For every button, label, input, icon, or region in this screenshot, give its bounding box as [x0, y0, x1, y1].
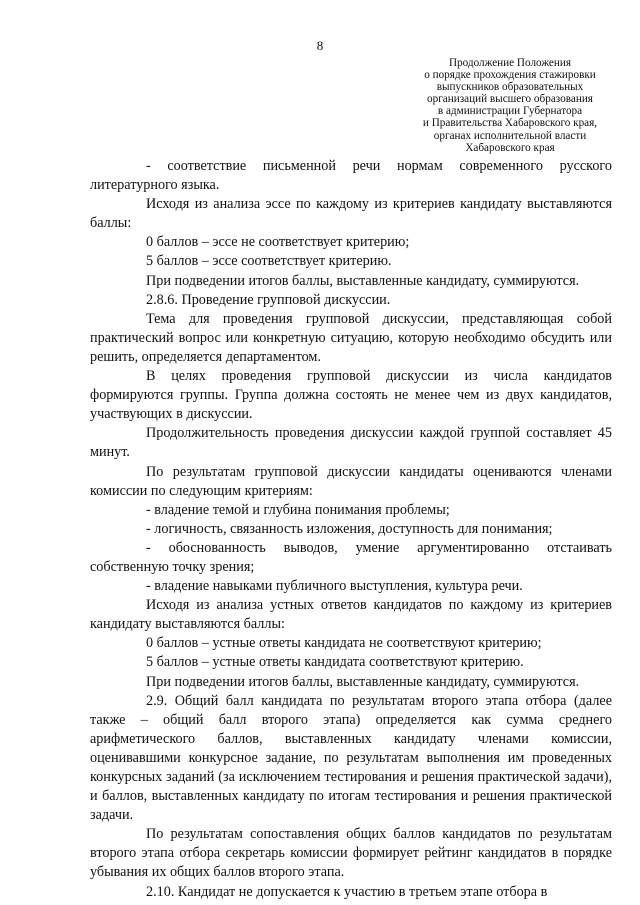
header-line: органах исполнительной власти — [433, 129, 587, 142]
criterion-item: - логичность, связанность изложения, доступность для понимания; — [146, 520, 553, 537]
paragraph: При подведении итогов баллы, выставленные кандидату, суммируются. — [146, 673, 580, 690]
criterion-item: - владение темой и глубина понимания проблемы; — [146, 501, 450, 518]
header-line: выпускников образовательных — [436, 81, 584, 94]
regulation-header — [390, 57, 630, 154]
header-line: Продолжение Положения — [448, 57, 572, 69]
paragraph: Тема для проведения групповой дискуссии, представляющая собой практический вопрос или конкретную ситуацию, которую необходимо обсудить или решить, определяется департаментом. — [90, 310, 612, 365]
criterion-item: - обоснованность выводов, умение аргументированно отстаивать собственную точку зрения; — [90, 539, 612, 575]
paragraph: По результатам групповой дискуссии кандидаты оцениваются членами комиссии по следующим критериям: — [90, 463, 612, 499]
section-paragraph: 2.10. Кандидат не допускается к участию в третьем этапе отбора в — [146, 883, 548, 900]
paragraph: При подведении итогов баллы, выставленные кандидату, суммируются. — [146, 272, 580, 289]
paragraph: По результатам сопоставления общих баллов кандидатов по результатам второго этапа отбора секретарь комиссии формирует рейтинг кандидатов в порядке убывания их общих баллов второго этапа. — [90, 826, 612, 881]
page-number: 8 — [316, 38, 324, 53]
section-paragraph: 2.9. Общий балл кандидата по результатам второго этапа отбора (далее также – общий балл второго этапа) определяется как сумма среднего арифметического баллов, выставленных кандидату членами комиссии, оценивавшими конкурсное задание, по результатам выполнения им проведенных конкурсных заданий (за исключением тестирования и решения практической задачи), и баллов, выставленных кандидату по итогам тестирования и решения практической задачи. — [90, 692, 612, 824]
paragraph: Продолжительность проведения дискуссии каждой группой составляет 45 минут. — [90, 425, 612, 461]
paragraph: В целях проведения групповой дискуссии из числа кандидатов формируются группы. Группа должна состоять не менее чем из двух кандидатов, участвующих в дискуссии. — [90, 368, 612, 423]
criterion-item: - владение навыками публичного выступления, культура речи. — [146, 578, 523, 595]
header-line: Хабаровского края — [465, 141, 555, 154]
score-item: 5 баллов – эссе соответствует критерию. — [146, 253, 392, 270]
paragraph: Исходя из анализа устных ответов кандидатов по каждому из критериев кандидату выставляются баллы: — [90, 597, 612, 633]
score-item: 0 баллов – устные ответы кандидата не соответствуют критерию; — [146, 635, 542, 652]
section-heading: 2.8.6. Проведение групповой дискуссии. — [146, 291, 391, 308]
header-line: и Правительства Хабаровского края, — [422, 117, 598, 130]
header-line: в администрации Губернатора — [437, 105, 583, 118]
paragraph: Исходя из анализа эссе по каждому из критериев кандидату выставляются баллы: — [90, 196, 612, 232]
criterion-item: - соответствие письменной речи нормам современного русского литературного языка. — [90, 158, 612, 194]
header-line: организаций высшего образования — [427, 93, 593, 106]
score-item: 5 баллов – устные ответы кандидата соответствуют критерию. — [146, 654, 524, 671]
header-line: о порядке прохождения стажировки — [424, 69, 596, 82]
document-body — [90, 157, 612, 902]
score-item: 0 баллов – эссе не соответствует критерию; — [146, 234, 410, 251]
